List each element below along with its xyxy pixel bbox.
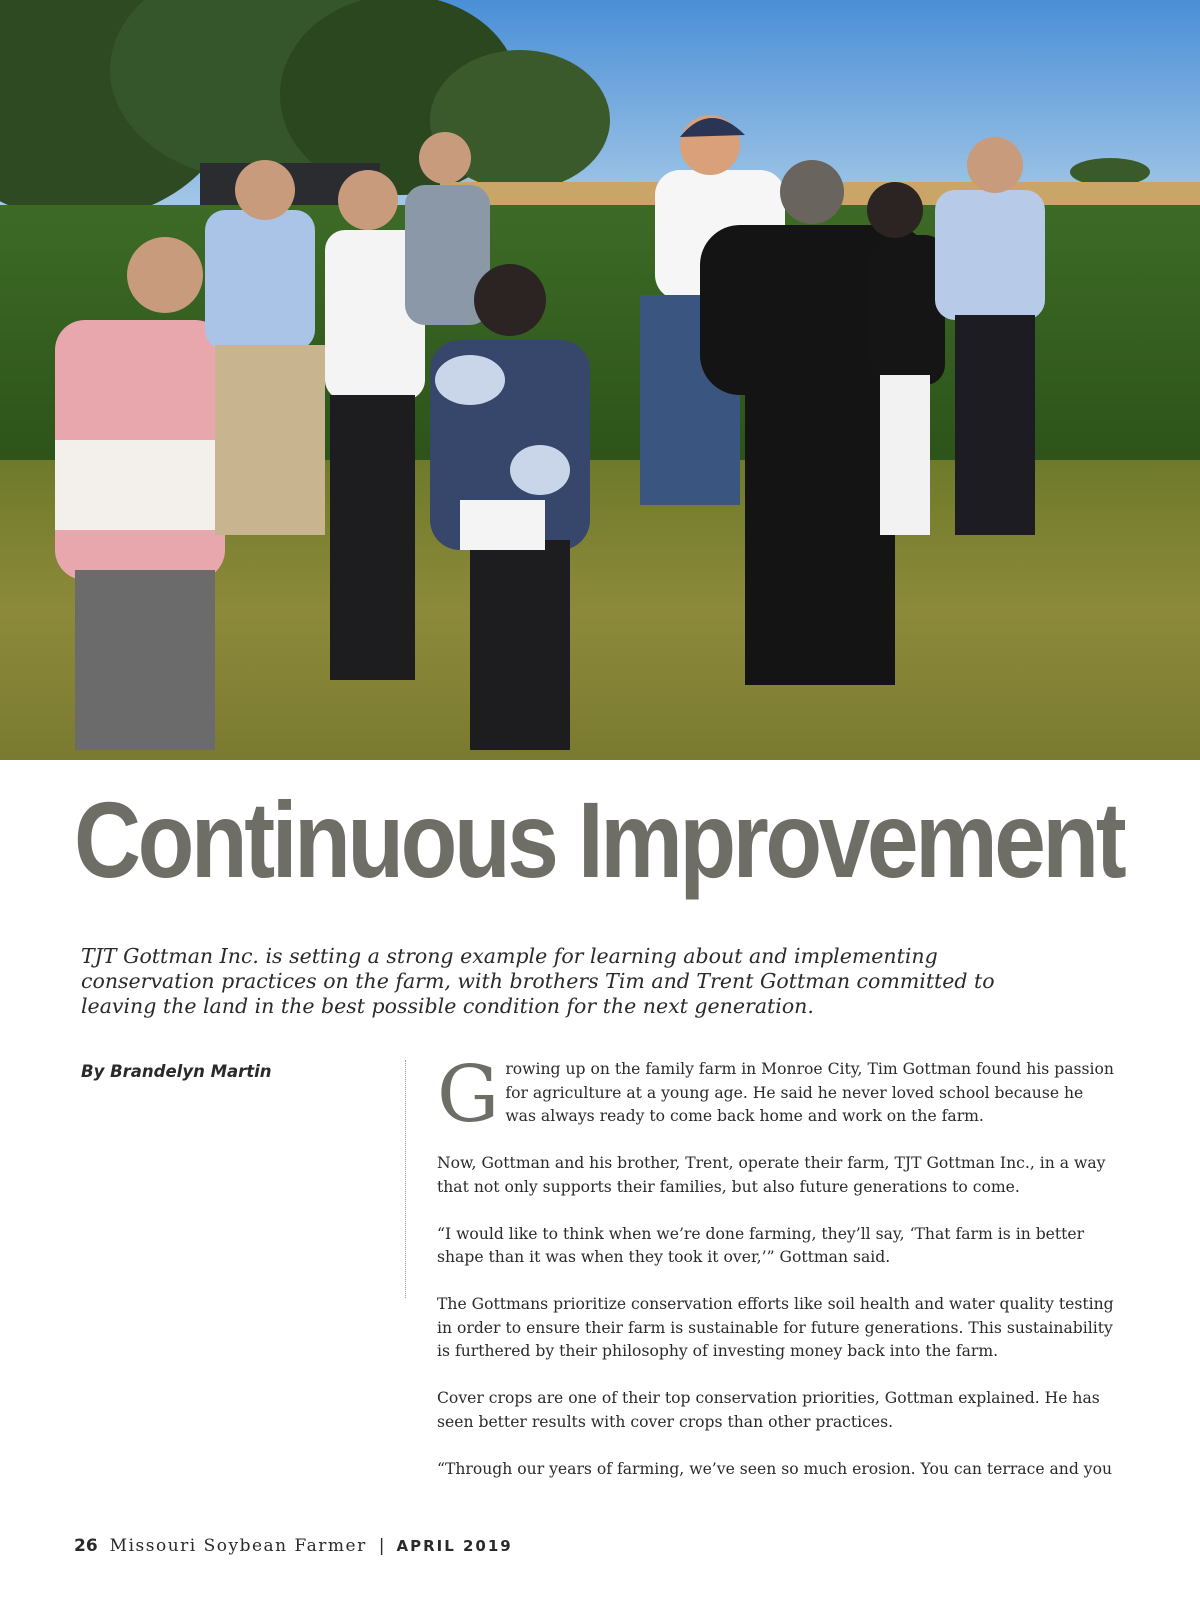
paragraph: Now, Gottman and his brother, Trent, operate their farm, TJT Gottman Inc., in a way that not only supports their families, but also future generations to come. xyxy=(437,1154,1106,1196)
hero-photo xyxy=(0,0,1200,760)
byline: By Brandelyn Martin xyxy=(81,1062,272,1081)
page-number: 26 xyxy=(74,1536,98,1556)
footer-separator: | xyxy=(378,1536,385,1556)
drop-cap: G xyxy=(437,1050,500,1140)
paragraph: The Gottmans prioritize conservation efforts like soil health and water quality testing in order to ensure their farm is sustainable for future generations. This sustainability is furthered by their philosophy of investing money back into the farm. xyxy=(437,1295,1114,1360)
field-group-photo xyxy=(0,0,1200,760)
column-divider xyxy=(405,1060,406,1298)
page-footer xyxy=(74,1536,513,1556)
magazine-title: Missouri Soybean Farmer xyxy=(109,1536,367,1556)
paragraph: Cover crops are one of their top conservation priorities, Gottman explained. He has seen better results with cover crops than other practices. xyxy=(437,1389,1100,1431)
paragraph-text: rowing up on the family farm in Monroe City, Tim Gottman found his passion for agriculture at a young age. He said he never loved school because he was always ready to come back home and work on the farm. xyxy=(505,1060,1114,1125)
paragraph xyxy=(437,1050,1117,1140)
article-headline: Continuous Improvement xyxy=(74,779,1124,900)
article-deck: TJT Gottman Inc. is setting a strong example for learning about and implementing conservation practices on the farm, with brothers Tim and Trent Gottman committed to leaving the land in the best possible condition for the next generation. xyxy=(81,944,995,1018)
paragraph: “Through our years of farming, we’ve seen so much erosion. You can terrace and you xyxy=(437,1459,1113,1478)
paragraph: “I would like to think when we’re done farming, they’ll say, ‘That farm is in better shape than it was when they took it over,’” Gottman said. xyxy=(437,1224,1085,1266)
article-body xyxy=(437,1050,1117,1505)
issue-date: APRIL 2019 xyxy=(396,1537,513,1555)
